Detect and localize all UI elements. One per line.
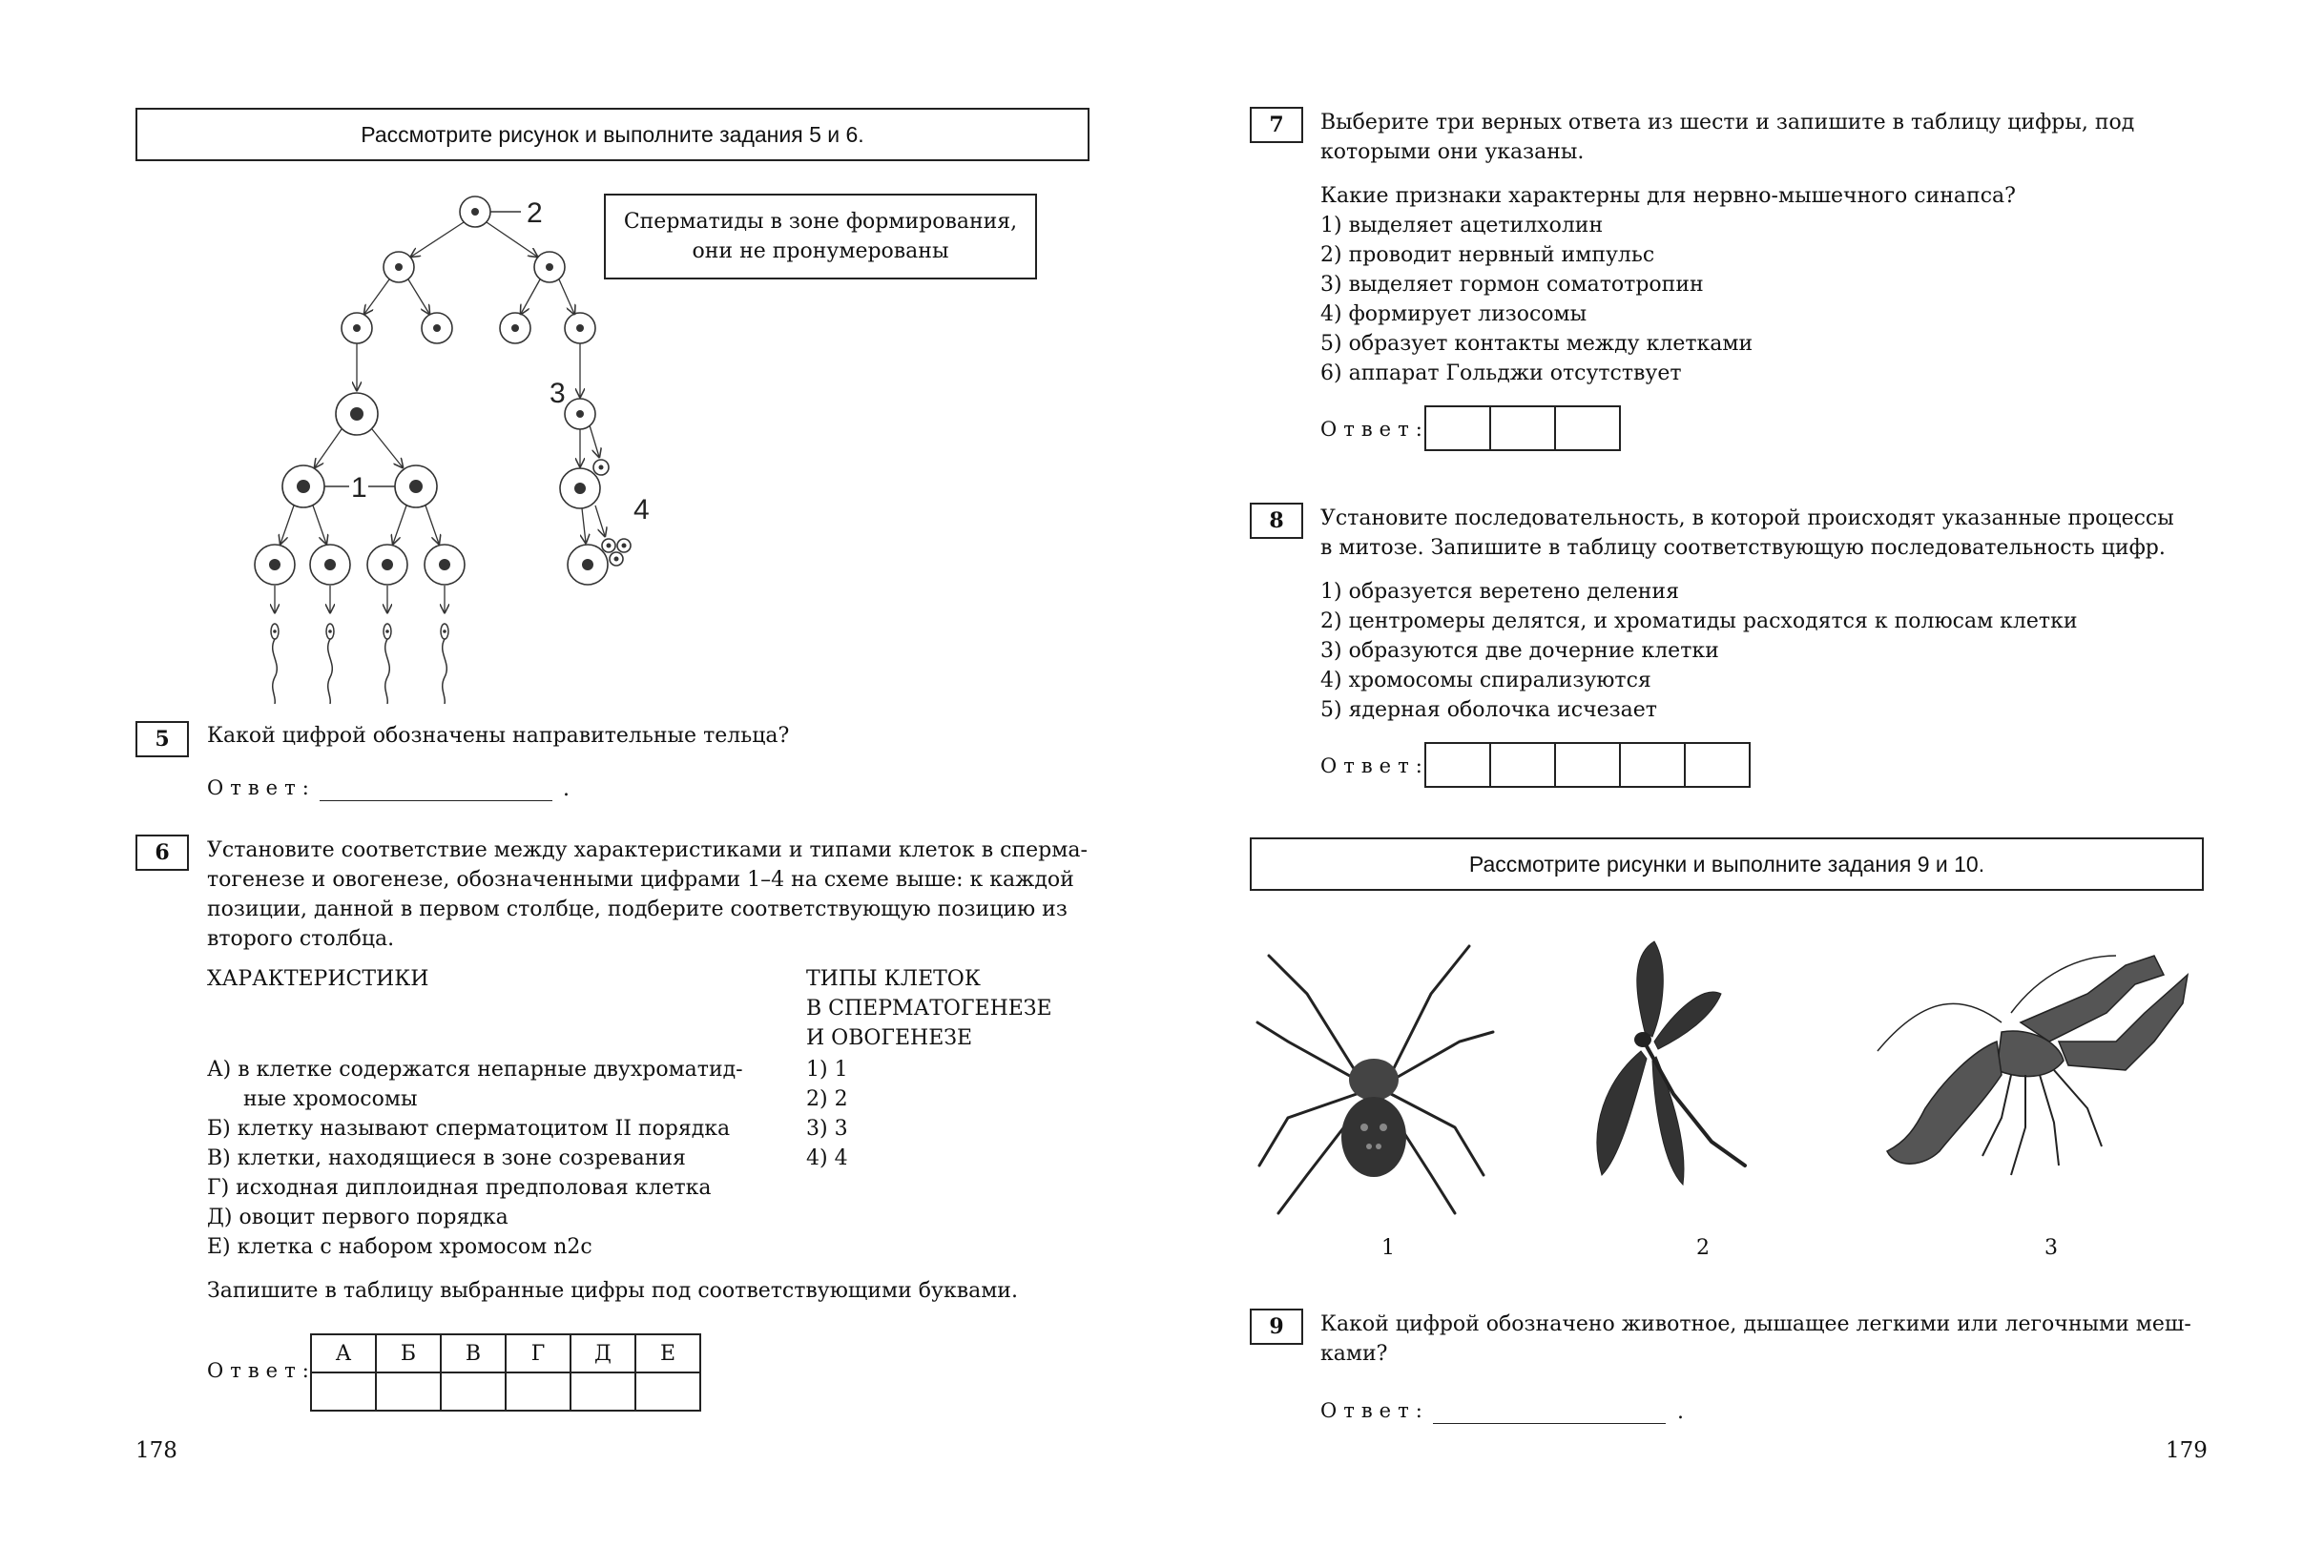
q7-answer-table [1424, 405, 1621, 451]
list-item: 1) выделяет ацетилхолин [1320, 214, 1604, 237]
q9-answer-field[interactable] [1433, 1398, 1666, 1424]
question-number-5: 5 [135, 721, 189, 757]
callout-line: Сперматиды в зоне формирования, [623, 210, 1018, 234]
q7-answer-label: Ответ: [1320, 418, 1429, 441]
q7-text: Выберите три верных ответа из шести и запишите в таблицу цифры, под которыми они указаны. [1320, 111, 2135, 164]
label-4: 4 [633, 494, 650, 526]
q9-answer-dot: . [1677, 1400, 1684, 1424]
list-item: А) в клетке содержатся непарные двухроматид- [207, 1058, 743, 1082]
list-item: 2) 2 [806, 1087, 848, 1111]
list-item: 1) 1 [806, 1058, 848, 1082]
list-item: 4) хромосомы спирализуются [1320, 669, 1651, 692]
label-2: 2 [527, 197, 543, 229]
table-header-cell: Б [376, 1334, 441, 1372]
list-item: 2) центромеры делятся, и хроматиды расходятся к полюсам клетки [1320, 609, 2078, 633]
list-item: 2) проводит нервный импульс [1320, 243, 1655, 267]
answer-cell[interactable] [1490, 743, 1555, 787]
label-3: 3 [550, 378, 566, 409]
label-1: 1 [351, 472, 367, 504]
q6-col2-header: ТИПЫ КЛЕТОК В СПЕРМАТОГЕНЕЗЕ И ОВОГЕНЕЗЕ [806, 967, 1052, 1050]
diagram-callout [604, 194, 1037, 279]
list-item: 6) аппарат Гольджи отсутствует [1320, 361, 1682, 385]
list-item: В) клетки, находящиеся в зоне созревания [207, 1146, 686, 1170]
q7-question: Какие признаки характерны для нервно-мышечного синапса? [1320, 184, 2016, 208]
q8-text: Установите последовательность, в которой происходят указанные процессы в митозе. Запишите в таблицу соответствующую последовательность цифр. [1320, 506, 2174, 560]
question-number-8: 8 [1250, 503, 1303, 539]
dragonfly-illustration [1578, 937, 1769, 1223]
q6-answer-label: Ответ: [207, 1359, 316, 1382]
answer-cell[interactable] [1685, 743, 1750, 787]
table-header-cell: В [441, 1334, 506, 1372]
left-header-box: Рассмотрите рисунок и выполните задания 5 и 6. [135, 108, 1089, 161]
list-item: 4) 4 [806, 1146, 848, 1170]
q8-options [1320, 577, 2078, 725]
spider-illustration [1250, 937, 1498, 1223]
table-header-cell: Д [571, 1334, 635, 1372]
crayfish-illustration [1868, 937, 2192, 1204]
q6-answer-table [310, 1333, 701, 1412]
table-header-cell: Е [635, 1334, 700, 1372]
q8-answer-label: Ответ: [1320, 754, 1429, 777]
q5-text: Какой цифрой обозначены направительные тельца? [207, 724, 790, 748]
q6-text: Установите соответствие между характеристиками и типами клеток в сперма- тогенезе и овогенезе, обозначенными цифрами 1–4 на схеме выше: к каждой позиции, данной в первом столбце, подберите соответствующую позицию из второго столбца. [207, 838, 1088, 951]
list-item: Е) клетка с набором хромосом n2c [207, 1235, 592, 1259]
q6-instruction: Запишите в таблицу выбранные цифры под соответствующими буквами. [207, 1279, 1018, 1303]
q8-answer-table [1424, 742, 1751, 788]
animal-caption: 3 [2044, 1236, 2058, 1260]
list-item: 1) образуется веретено деления [1320, 580, 1679, 604]
answer-cell[interactable] [1620, 743, 1685, 787]
answer-cell[interactable] [1490, 406, 1555, 450]
page-number-right: 179 [2166, 1438, 2208, 1463]
q6-types-list [806, 1055, 848, 1173]
answer-cell[interactable] [635, 1372, 700, 1411]
list-item: 3) выделяет гормон соматотропин [1320, 273, 1704, 297]
list-item: 4) формирует лизосомы [1320, 302, 1587, 326]
q5-answer-field[interactable] [320, 775, 552, 801]
list-item: Б) клетку называют сперматоцитом II порядка [207, 1117, 731, 1141]
list-item: 3) 3 [806, 1117, 848, 1141]
spider-cephalothorax [1349, 1059, 1399, 1101]
q5-answer-label: Ответ: [207, 776, 316, 799]
question-number-6: 6 [135, 835, 189, 871]
answer-cell[interactable] [311, 1372, 376, 1411]
answer-cell[interactable] [441, 1372, 506, 1411]
q6-col1-header: ХАРАКТЕРИСТИКИ [207, 967, 429, 991]
answer-cell[interactable] [1425, 743, 1490, 787]
right-page [1162, 0, 2324, 1568]
question-number-7: 7 [1250, 107, 1303, 143]
table-header-cell: Г [506, 1334, 571, 1372]
q5-answer-dot: . [563, 777, 570, 801]
question-number-9: 9 [1250, 1309, 1303, 1345]
list-item: 5) образует контакты между клетками [1320, 332, 1753, 356]
page-number-left: 178 [135, 1438, 177, 1463]
answer-cell[interactable] [506, 1372, 571, 1411]
list-item: 5) ядерная оболочка исчезает [1320, 698, 1657, 722]
q9-text: Какой цифрой обозначено животное, дышащее легкими или легочными меш- ками? [1320, 1312, 2191, 1366]
callout-line: они не пронумерованы [692, 239, 949, 263]
list-item: 3) образуются две дочерние клетки [1320, 639, 1719, 663]
list-item: ные хромосомы [243, 1087, 418, 1111]
answer-cell[interactable] [1425, 406, 1490, 450]
list-item: Г) исходная диплоидная предполовая клетка [207, 1176, 712, 1200]
animal-caption: 2 [1696, 1236, 1710, 1260]
right-header-box: Рассмотрите рисунки и выполните задания 9 и 10. [1250, 837, 2204, 891]
answer-cell[interactable] [1555, 406, 1620, 450]
answer-cell[interactable] [571, 1372, 635, 1411]
animal-caption: 1 [1381, 1236, 1395, 1260]
spider-abdomen [1341, 1097, 1406, 1177]
answer-cell[interactable] [1555, 743, 1620, 787]
q6-characteristics-list [207, 1055, 743, 1262]
answer-cell[interactable] [376, 1372, 441, 1411]
q7-options [1320, 211, 1753, 388]
table-header-cell: А [311, 1334, 376, 1372]
q9-answer-label: Ответ: [1320, 1399, 1429, 1422]
list-item: Д) овоцит первого порядка [207, 1206, 508, 1229]
